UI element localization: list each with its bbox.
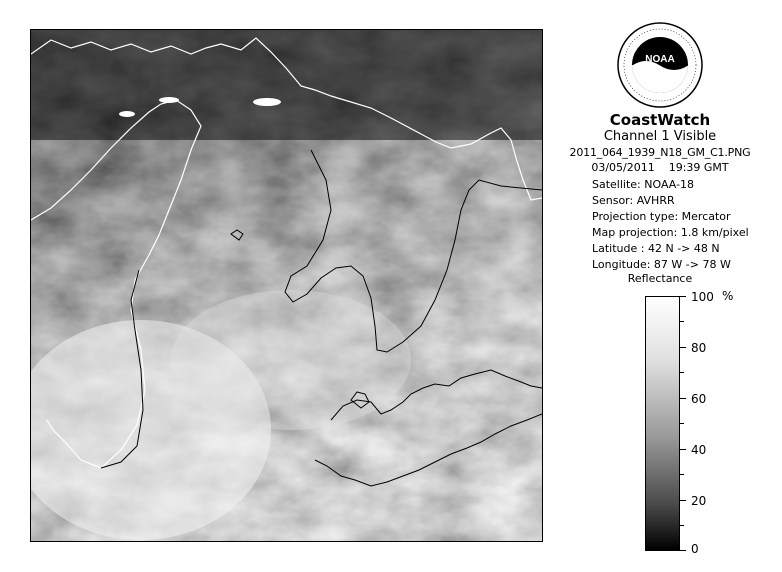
- dark-northern-band: [31, 30, 542, 140]
- colorbar: [645, 296, 680, 551]
- meta-latitude: Latitude : 42 N -> 48 N: [592, 242, 720, 255]
- colorbar-tick: [680, 550, 686, 551]
- channel-label: Channel 1 Visible: [603, 129, 717, 144]
- colorbar-tick-label: 0: [691, 542, 699, 556]
- colorbar-tick-label: 100: [691, 290, 714, 304]
- meta-satellite: Satellite: NOAA-18: [592, 178, 695, 191]
- snow-patch-2: [253, 98, 281, 106]
- colorbar-tick-label: 40: [691, 443, 707, 457]
- satellite-map: [31, 30, 542, 541]
- colorbar-tick: [680, 296, 686, 297]
- logo-text: NOAA: [645, 54, 675, 65]
- noaa-logo: [617, 22, 703, 108]
- meta-map-projection: Map projection: 1.8 km/pixel: [592, 226, 749, 239]
- app-title: CoastWatch: [609, 111, 711, 129]
- colorbar-tick-label: 60: [691, 392, 707, 406]
- datetime-label: 03/05/2011 19:39 GMT: [591, 161, 729, 174]
- colorbar-tick: [680, 500, 686, 501]
- colorbar-tick-minor: [680, 423, 684, 424]
- colorbar-title: Reflectance: [627, 272, 693, 285]
- colorbar-tick-label: 80: [691, 341, 707, 355]
- legend-panel: [555, 0, 782, 572]
- colorbar-tick: [680, 347, 686, 348]
- colorbar-tick-minor: [680, 321, 684, 322]
- colorbar-tick: [680, 398, 686, 399]
- colorbar-tick-minor: [680, 372, 684, 373]
- snow-patch-3: [119, 111, 135, 117]
- colorbar-tick: [680, 449, 686, 450]
- satellite-image-panel: [30, 29, 543, 542]
- meta-longitude: Longitude: 87 W -> 78 W: [592, 258, 731, 271]
- cloud-bright-center: [171, 290, 411, 430]
- meta-sensor: Sensor: AVHRR: [592, 194, 675, 207]
- filename-label: 2011_064_1939_N18_GM_C1.PNG: [569, 146, 751, 159]
- meta-projection-type: Projection type: Mercator: [592, 210, 731, 223]
- colorbar-tick-minor: [680, 525, 684, 526]
- colorbar-unit: %: [722, 289, 734, 303]
- colorbar-tick-label: 20: [691, 494, 707, 508]
- snow-patch-1: [159, 97, 179, 103]
- colorbar-tick-minor: [680, 474, 684, 475]
